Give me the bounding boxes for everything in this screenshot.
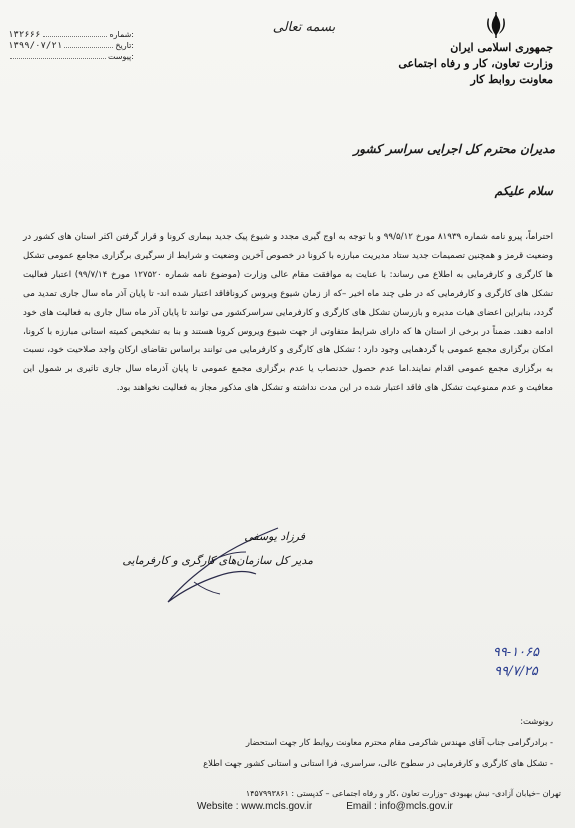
date-label: تاریخ: bbox=[115, 41, 134, 50]
salutation: سلام علیکم bbox=[494, 184, 553, 198]
signer-title: مدیر کل سازمان‌های کارگری و کارفرمایی bbox=[122, 554, 313, 567]
addressee: مدیران محترم کل اجرایی سراسر کشور bbox=[353, 142, 555, 156]
signer-name: فرزاد یوسفی bbox=[244, 530, 305, 543]
footer-contacts bbox=[41, 800, 561, 813]
iran-emblem-icon bbox=[483, 12, 509, 38]
attachment-label: پیوست: bbox=[107, 52, 134, 61]
cc-item-organizations: - تشکل های کارگری و کارفرمایی در سطوح عالی، سراسری، فرا استانی و استانی کشور جهت اطلاع bbox=[203, 758, 553, 768]
cc-item-deputy: - برادرگرامی جناب آقای مهندس شاکرمی مقام محترم معاونت روابط کار جهت استحضار bbox=[245, 737, 553, 747]
registration-date: ۹۹/۷/۲۵ bbox=[494, 664, 538, 679]
footer-email-link[interactable]: Email : info@mcls.gov.ir bbox=[346, 801, 453, 812]
handwritten-registration bbox=[466, 645, 566, 679]
meta-date-row bbox=[8, 41, 134, 52]
bismillah: بسمه تعالی bbox=[272, 20, 336, 35]
footer-website-link[interactable]: Website : www.mcls.gov.ir bbox=[197, 801, 313, 812]
letter-meta bbox=[8, 30, 134, 63]
org-line-deputy: معاونت روابط کار bbox=[470, 73, 553, 86]
footer-address: تهران –خیابان آزادی- نبش بهبودی –وزارت تعاون ،کار و رفاه اجتماعی – کدپستی : ۱۴۵۷۹۹۳۸۶۱ bbox=[245, 789, 561, 798]
carbon-copy-section bbox=[53, 711, 553, 774]
meta-number-row bbox=[8, 30, 134, 41]
organization-header bbox=[353, 40, 553, 88]
number-label: شماره: bbox=[109, 30, 134, 39]
org-line-country: جمهوری اسلامی ایران bbox=[450, 41, 553, 54]
letter-footer bbox=[41, 787, 561, 813]
letter-number: ۱۳۲۶۶۶ bbox=[8, 30, 41, 40]
org-line-ministry: وزارت تعاون، کار و رفاه اجتماعی bbox=[398, 57, 553, 70]
registration-number: ۹۹-۱۰۶۵ bbox=[492, 645, 540, 660]
meta-attachment-row bbox=[8, 52, 134, 63]
letter-body: احتراماً، پیرو نامه شماره ۸۱۹۳۹ مورخ ۹۹/۵/۱۲ و با توجه به اوج گیری مجدد و شیوع پیک جدید بیماری کرونا و قرار گرفتن اکثر استان های کشور در وضعیت قرمز و همچنین تصمیمات جدید ستاد مدیریت مبارزه با کرونا در خصوص آخرین وضعیت و شرایط از سرگیری برگزاری مجامع عمومی تشکل ها کارگری و کارفرمایی به اطلاع می رساند: با عنایت به موافقت مقام عالی وزارت (موضوع نامه شماره ۱۲۷۵۲۰ مورخ ۹۹/۷/۱۴) اعتبار فعالیت تشکل های کارگری و کارفرمایی که در طی چند ماه اخیر –که از زمان شیوع ویروس کرونافاقد اعتبار شده اند- تا پایان آذر ماه سال جاری تمدید می گردد، بنابراین اعضای هیات مدیره و بازرسان تشکل های کارگری و کارفرمایی سراسرکشور می توانند تا پایان آذر ماه سال جاری به فعالیت های خود ادامه دهند. ضمناً در برخی از استان ها که دارای شرایط متفاوتی از جهت شیوع ویروس کرونا هستند و بنا به تشخیص کمیته استانی مبارزه با کرونا، امکان برگزاری مجمع عمومی یا گردهمایی وجود دارد ؛ تشکل های کارگری و کارفرمایی می توانند براساس تقاضای ارکان واجد صلاحیت خود، نسبت به برگزاری مجمع عمومی اقدام نمایند.اما عدم حصول حدنصاب یا عدم برگزاری مجمع عمومی تا پایان آذرماه سال جاری تاثیری بر شمول این معافیت و عدم ممنوعیت تشکل های فاقد اعتبار شده در این مدت نداشته و تشکل های مذکور مجاز به فعالیت نخواهند بود. bbox=[23, 232, 553, 394]
letter-date: ۱۳۹۹/۰۷/۲۱ bbox=[8, 41, 63, 51]
signature-block bbox=[122, 522, 313, 607]
cc-heading: رونوشت: bbox=[520, 716, 553, 726]
